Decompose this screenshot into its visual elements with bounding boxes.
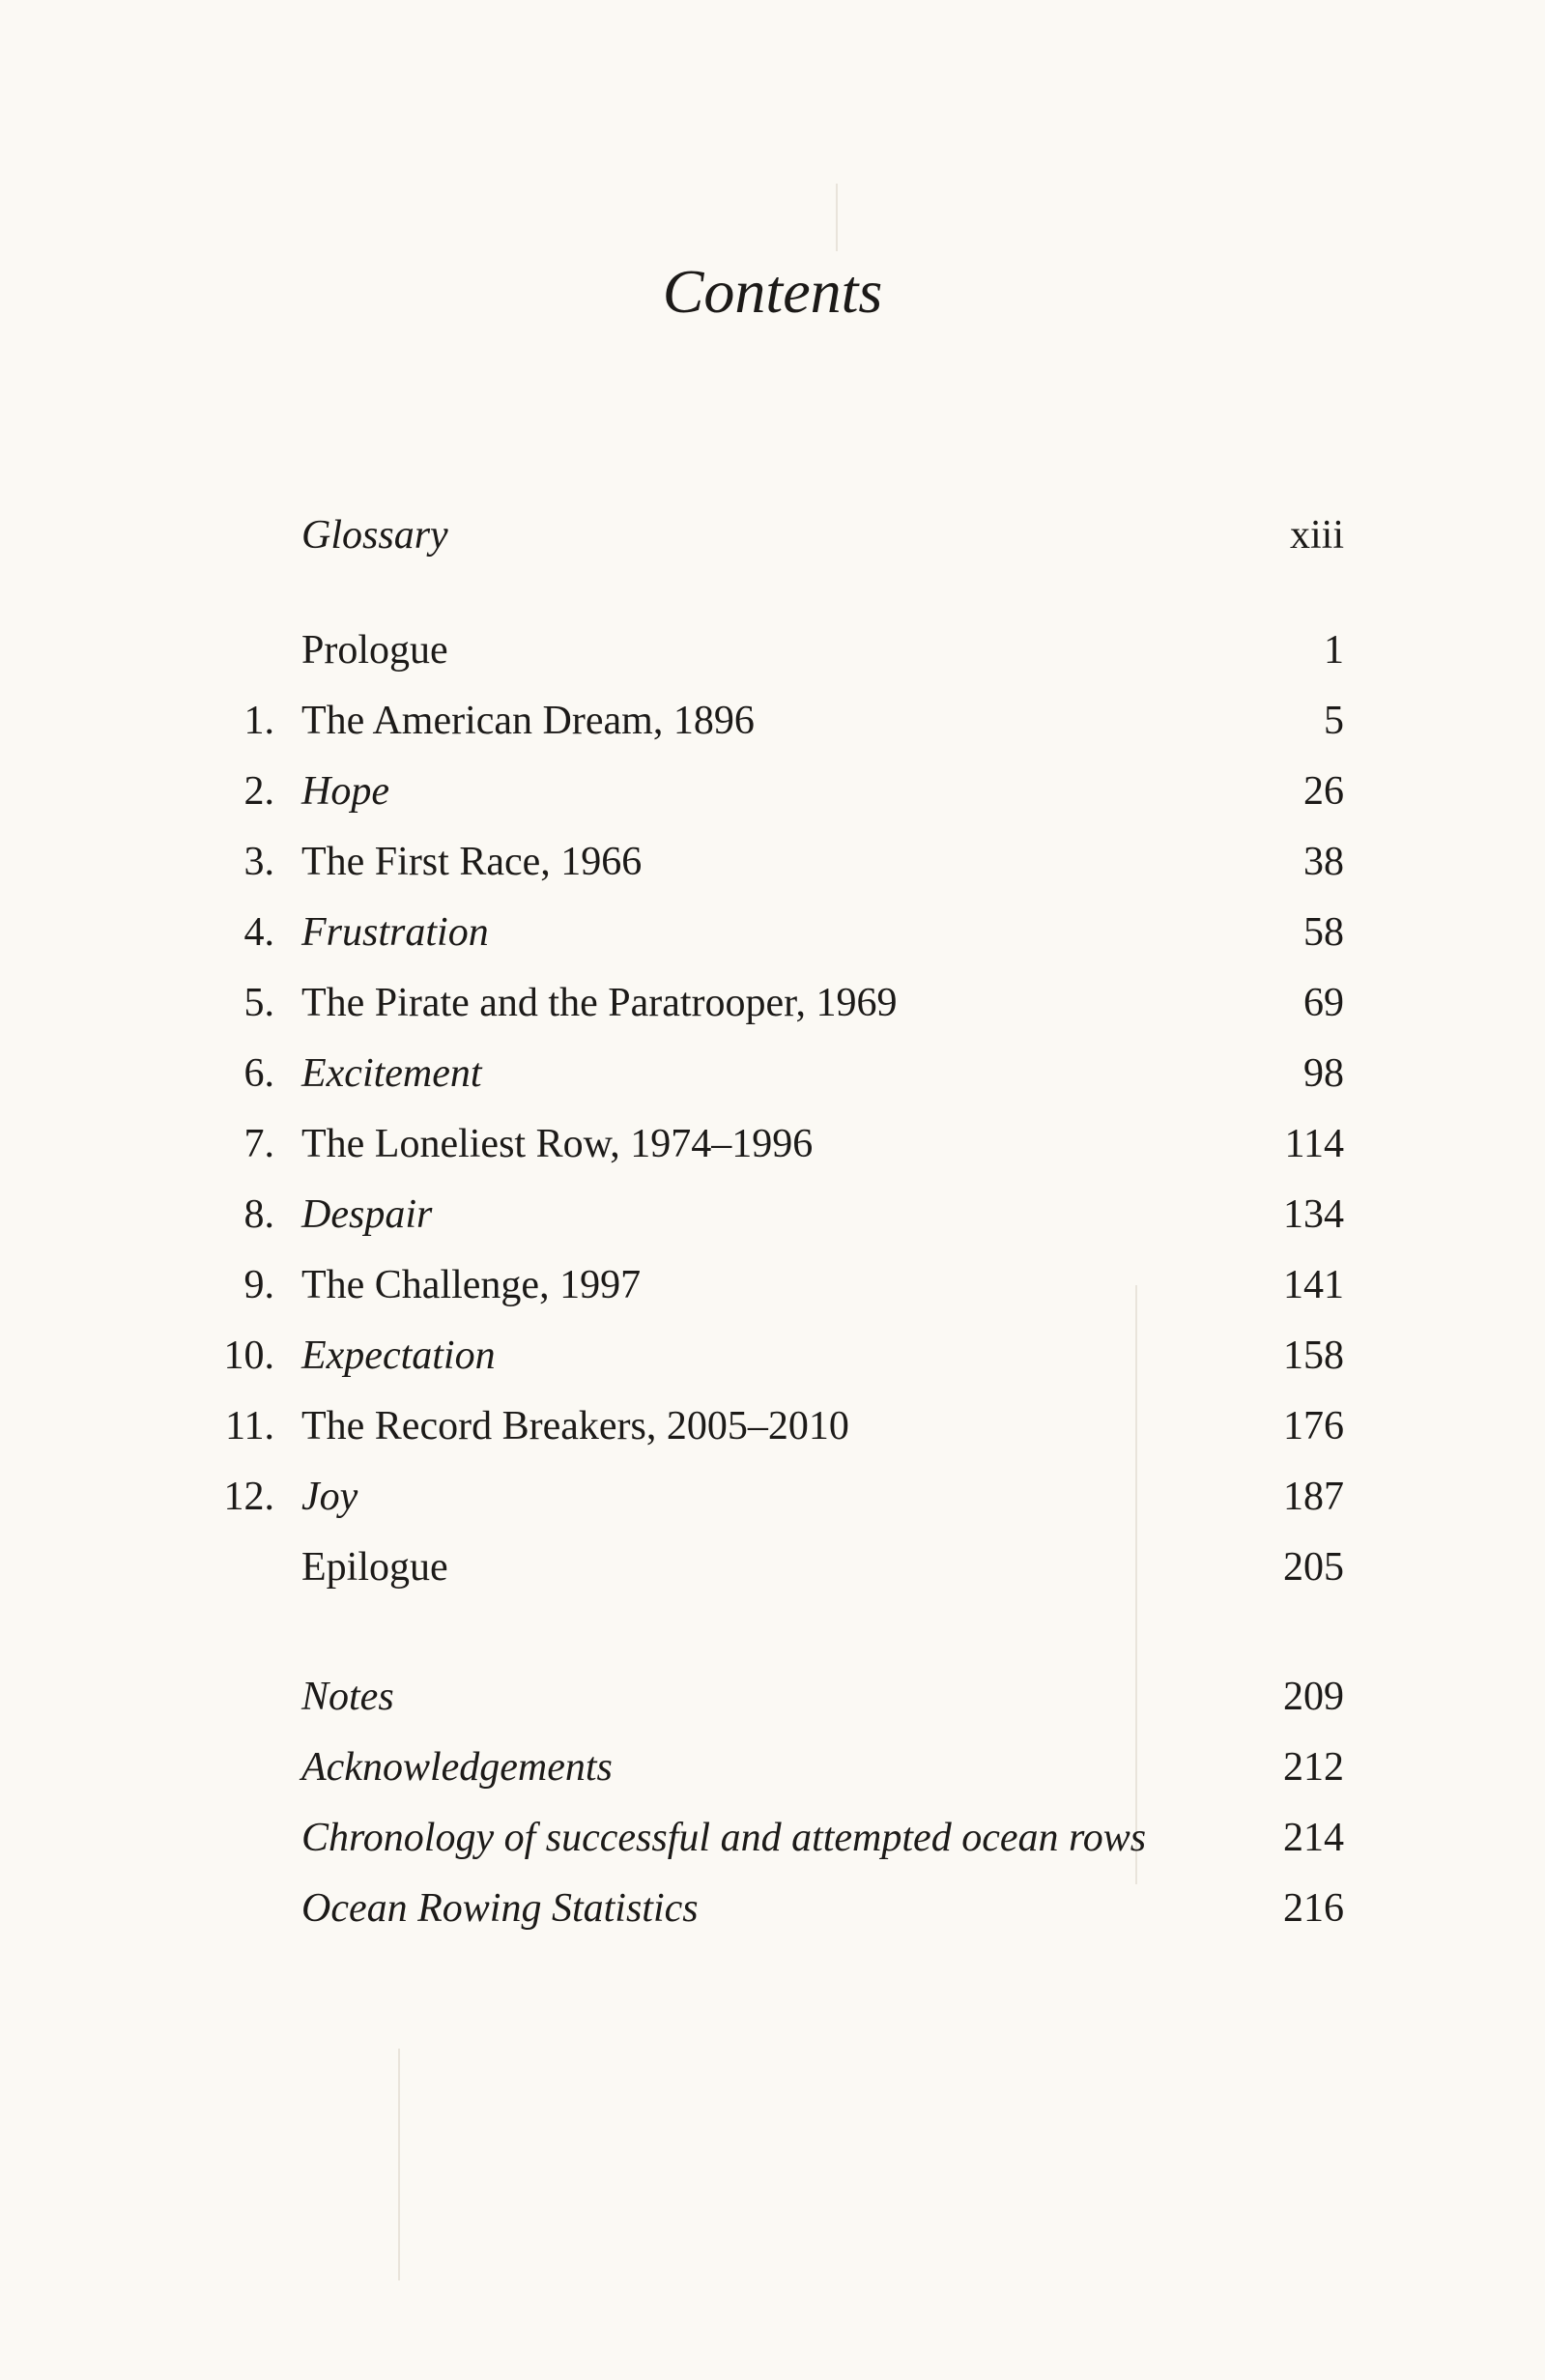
toc-entry-page: 69	[1303, 981, 1344, 1025]
page-title: Contents	[662, 257, 883, 326]
chapter-number: 8.	[243, 1192, 274, 1237]
chapter-number: 2.	[243, 769, 274, 814]
toc-entry-label: The First Race, 1966	[301, 840, 643, 884]
toc-entry-label: The Loneliest Row, 1974–1996	[301, 1122, 814, 1166]
toc-entry-chapter-11	[0, 1397, 1545, 1455]
toc-entry-chapter-1	[0, 692, 1545, 750]
toc-entry-page: 187	[1283, 1475, 1344, 1519]
toc-entry-label: Excitement	[301, 1051, 482, 1096]
chapter-number: 5.	[243, 981, 274, 1025]
toc-entry-label: Despair	[301, 1192, 433, 1237]
toc-entry-page: 58	[1303, 910, 1344, 955]
chapter-number: 6.	[243, 1051, 274, 1096]
toc-entry-label: Joy	[301, 1475, 358, 1519]
chapter-number: 12.	[223, 1475, 274, 1519]
chapter-number: 4.	[243, 910, 274, 955]
toc-entry-label: The American Dream, 1896	[301, 699, 755, 743]
toc-entry-page: 5	[1324, 699, 1344, 743]
toc-entry-page: 216	[1283, 1886, 1344, 1931]
toc-entry-page: 209	[1283, 1675, 1344, 1719]
toc-entry-chapter-4	[0, 903, 1545, 961]
toc-entry-notes	[0, 1668, 1545, 1726]
toc-entry-chapter-7	[0, 1115, 1545, 1173]
toc-entry-page: 141	[1283, 1263, 1344, 1307]
toc-entry-chapter-6	[0, 1045, 1545, 1103]
toc-entry-epilogue	[0, 1538, 1545, 1596]
toc-entry-label: The Record Breakers, 2005–2010	[301, 1404, 849, 1448]
toc-entry-chapter-2	[0, 762, 1545, 820]
toc-entry-glossary	[0, 506, 1545, 564]
chapter-number: 1.	[243, 699, 274, 743]
toc-entry-label: Notes	[301, 1675, 394, 1719]
toc-entry-chronology	[0, 1809, 1545, 1867]
toc-entry-chapter-12	[0, 1468, 1545, 1526]
toc-entry-label: Frustration	[301, 910, 489, 955]
toc-entry-chapter-3	[0, 833, 1545, 891]
toc-entry-chapter-10	[0, 1327, 1545, 1385]
toc-entry-page: 158	[1283, 1333, 1344, 1378]
toc-entry-acknowledgements	[0, 1738, 1545, 1796]
toc-entry-page: 1	[1324, 628, 1344, 673]
toc-entry-label: Epilogue	[301, 1545, 448, 1590]
toc-entry-label: Chronology of successful and attempted ocean rows	[301, 1816, 1147, 1860]
toc-entry-label: The Pirate and the Paratrooper, 1969	[301, 981, 898, 1025]
chapter-number: 9.	[243, 1263, 274, 1307]
toc-entry-label: Glossary	[301, 513, 448, 558]
toc-entry-chapter-5	[0, 974, 1545, 1032]
paper-mark	[836, 184, 838, 251]
chapter-number: 11.	[225, 1404, 274, 1448]
chapter-number: 3.	[243, 840, 274, 884]
toc-entry-page: xiii	[1289, 513, 1344, 558]
toc-entry-label: Ocean Rowing Statistics	[301, 1886, 699, 1931]
toc-entry-page: 98	[1303, 1051, 1344, 1096]
toc-entry-page: 26	[1303, 769, 1344, 814]
chapter-number: 10.	[223, 1333, 274, 1378]
toc-entry-chapter-8	[0, 1186, 1545, 1244]
toc-entry-page: 38	[1303, 840, 1344, 884]
toc-entry-statistics	[0, 1879, 1545, 1937]
toc-entry-label: Expectation	[301, 1333, 496, 1378]
toc-entry-page: 205	[1283, 1545, 1344, 1590]
toc-entry-label: The Challenge, 1997	[301, 1263, 642, 1307]
toc-entry-label: Acknowledgements	[301, 1745, 613, 1790]
toc-entry-page: 212	[1283, 1745, 1344, 1790]
toc-entry-page: 114	[1284, 1122, 1344, 1166]
toc-entry-chapter-9	[0, 1256, 1545, 1314]
chapter-number: 7.	[243, 1122, 274, 1166]
toc-entry-label: Prologue	[301, 628, 448, 673]
toc-entry-page: 176	[1283, 1404, 1344, 1448]
toc-entry-page: 214	[1283, 1816, 1344, 1860]
toc-entry-prologue	[0, 621, 1545, 679]
paper-mark	[398, 2049, 400, 2280]
toc-entry-page: 134	[1283, 1192, 1344, 1237]
toc-entry-label: Hope	[301, 769, 389, 814]
